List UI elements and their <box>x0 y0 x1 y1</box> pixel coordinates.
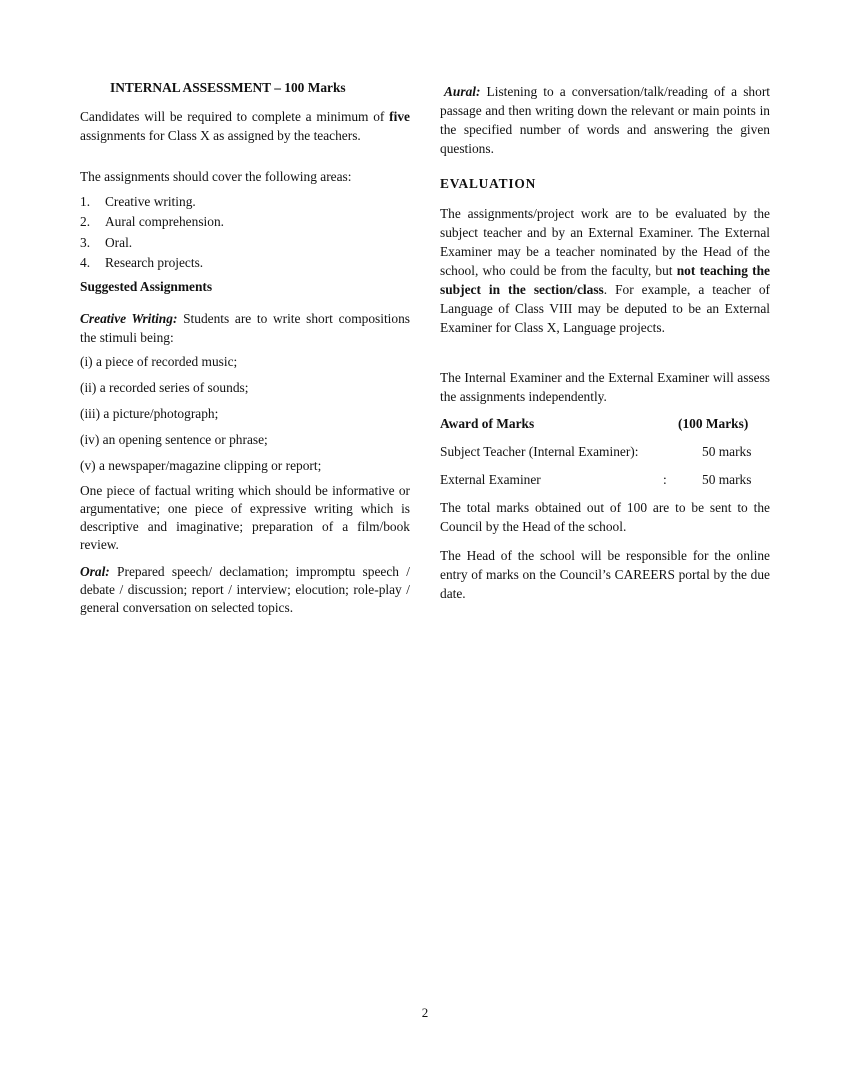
aural-paragraph <box>440 82 770 158</box>
intro-bold-five: five <box>389 109 410 124</box>
head-responsibility-text: The Head of the school will be responsible for the online entry of marks on the Council’s CAREERS portal by the due date. <box>440 548 770 601</box>
list-item <box>80 253 203 272</box>
areas-intro-text: The assignments should cover the following areas: <box>80 169 352 184</box>
external-examiner-label: External Examiner <box>440 472 541 487</box>
factual-writing-paragraph <box>80 482 410 554</box>
list-item-number: 4. <box>80 255 91 270</box>
stimulus-item: (iv) an opening sentence or phrase; <box>80 432 268 447</box>
internal-external-text: The Internal Examiner and the External Examiner will assess the assignments independently. <box>440 370 770 404</box>
oral-text: Prepared speech/ declamation; impromptu speech / debate / discussion; report / interview; elocution; role-play / general conversation on selected topics. <box>80 564 410 615</box>
list-item-text: Creative writing. <box>105 194 196 209</box>
stimulus-item: (iii) a picture/photograph; <box>80 406 219 421</box>
oral-label: Oral: <box>80 564 110 579</box>
internal-assessment-title: INTERNAL ASSESSMENT – 100 Marks <box>110 80 346 95</box>
list-item-text: Aural comprehension. <box>105 214 224 229</box>
list-item <box>80 192 196 211</box>
aural-label: Aural: <box>444 84 481 99</box>
creative-writing-paragraph <box>80 309 410 347</box>
list-item-number: 1. <box>80 194 91 209</box>
subject-teacher-marks: 50 marks <box>702 444 752 459</box>
list-item-number: 2. <box>80 214 91 229</box>
list-item-text: Research projects. <box>105 255 204 270</box>
total-marks-text: The total marks obtained out of 100 are to be sent to the Council by the Head of the school. <box>440 500 770 534</box>
evaluation-heading: EVALUATION <box>440 176 537 191</box>
stimulus-item: (ii) a recorded series of sounds; <box>80 380 249 395</box>
creative-writing-text: Students are to write short compositions the stimuli being: <box>80 311 410 345</box>
intro-paragraph <box>80 107 410 145</box>
page-number: 2 <box>421 1005 429 1020</box>
marks-row-external-examiner <box>440 470 770 489</box>
list-item <box>80 212 224 231</box>
stimulus-item: (i) a piece of recorded music; <box>80 354 238 369</box>
total-marks-paragraph <box>440 498 770 536</box>
list-item-number: 3. <box>80 235 91 250</box>
head-responsibility-paragraph <box>440 546 770 603</box>
internal-external-paragraph <box>440 368 770 406</box>
intro-text-a: Candidates will be required to complete a minimum of <box>80 109 390 124</box>
intro-text-b: assignments for Class X as assigned by the teachers. <box>80 128 361 143</box>
evaluation-paragraph <box>440 204 770 337</box>
marks-row-subject-teacher <box>440 442 770 461</box>
award-heading-row <box>440 414 770 433</box>
list-item-text: Oral. <box>105 235 133 250</box>
external-examiner-marks: 50 marks <box>702 472 752 487</box>
evaluation-text-a: The assignments/project work are to be evaluated by the subject teacher and by an External Examiner. The External Examiner may be a teacher nominated by the Head of the school, who could be from the faculty, but <box>440 206 770 278</box>
stimulus-item: (v) a newspaper/magazine clipping or report; <box>80 458 322 473</box>
factual-writing-text: One piece of factual writing which should be informative or argumentative; one piece of expressive writing which is descriptive and imaginative; preparation of a film/book review. <box>80 483 410 552</box>
list-item <box>80 233 132 252</box>
aural-text: Listening to a conversation/talk/reading of a short passage and then writing down the relevant or main points in the specified number of words and answering the given questions. <box>440 84 770 156</box>
evaluation-bold: not teaching the subject in the section/class <box>440 263 770 297</box>
external-examiner-colon: : <box>663 472 667 487</box>
award-heading: Award of Marks <box>440 416 535 431</box>
creative-writing-label: Creative Writing: <box>80 311 178 326</box>
oral-paragraph <box>80 563 410 617</box>
subject-teacher-label: Subject Teacher (Internal Examiner): <box>440 444 639 459</box>
areas-intro <box>80 167 410 186</box>
evaluation-text-b: . For example, a teacher of Language of Class VIII may be deputed to be an External Examiner for Class X, Language projects. <box>440 282 770 335</box>
suggested-assignments-heading: Suggested Assignments <box>80 279 213 294</box>
award-total: (100 Marks) <box>678 416 749 431</box>
